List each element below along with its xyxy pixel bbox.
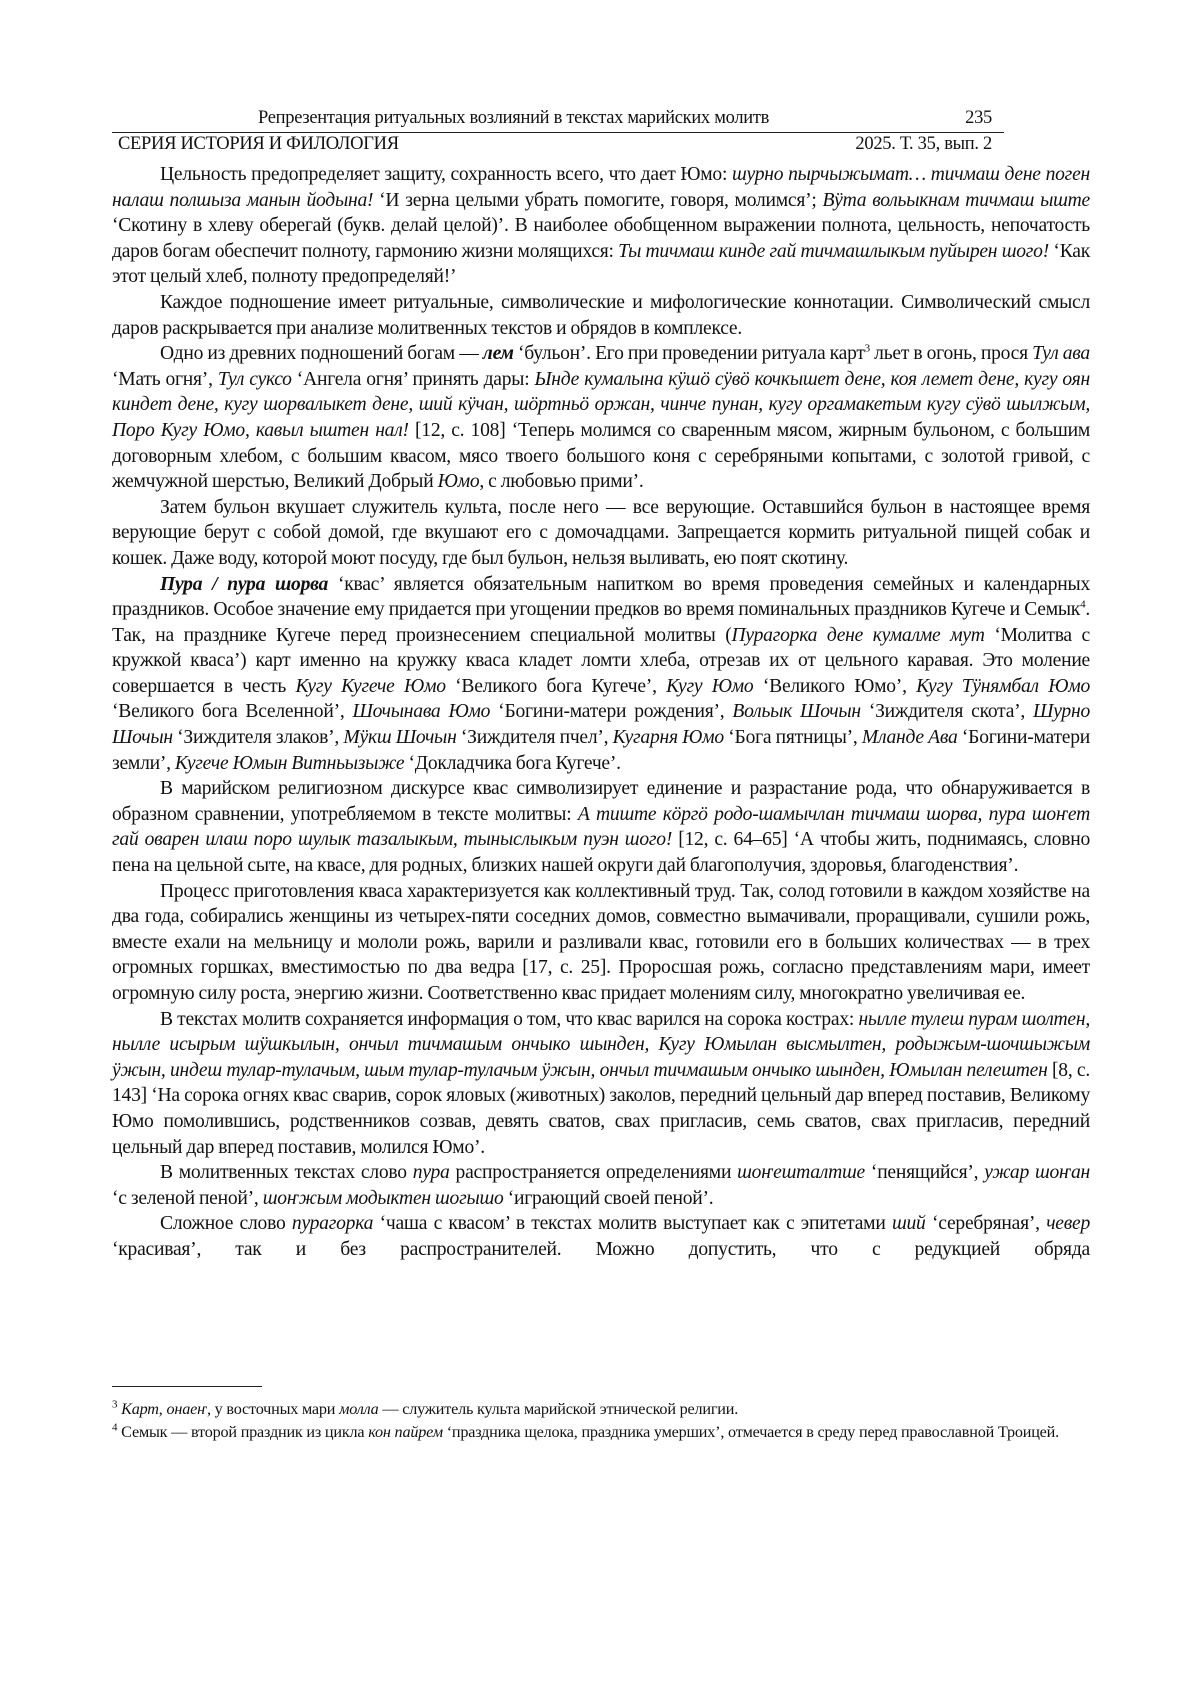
- paragraph: [112, 1211, 1090, 1262]
- paragraph: [112, 879, 1090, 1007]
- term-italic: Тул суксо: [218, 369, 292, 390]
- issue-info: 2025. Т. 35, вып. 2: [855, 134, 992, 155]
- term-italic: Тул ава: [1032, 343, 1090, 364]
- text-run: Цельность предопределяет защиту, сохранность всего, что дает Юмо:: [160, 164, 732, 185]
- term-italic: Кугу Юмо: [666, 676, 753, 697]
- term-italic: онаеҥ: [167, 1400, 207, 1418]
- article-body: [112, 162, 1090, 1263]
- term-italic: Ынде кумалына кӱшӧ сӱвӧ кочкышет дене, коя лемет дене, кугу оян киндет дене, кугу шорвалыкет дене, ший кӱчан, шӧртньӧ оржан, чинче пунан, кугу оргамакетым кугу сӱвӧ шылжым, Поро Кугу Юмо, кавыл ыштен нал!: [112, 369, 1090, 441]
- paragraph: [112, 290, 1090, 341]
- term-italic: Пурагорка дене кумалме мут: [732, 625, 985, 646]
- paragraph: [112, 1007, 1090, 1161]
- text-run: ‘Богини-матери земли’,: [112, 727, 1090, 774]
- term-italic: Мӱкш Шочын: [343, 727, 456, 748]
- text-run: ‘серебряная’,: [926, 1213, 1047, 1234]
- term-italic: нылле тулеш пурам шолтен, нылле исырым шӱшкылын, ончыл тичмашым ончыко шынден, Кугу Юмылан высмылтен, родыжым-шочшыжым ӱжын, индеш тулар-тулачым, шым тулар-тулачым ӱжын, ончыл тичмашым ончыко шынден, Юмылан пелештен: [112, 1009, 1090, 1081]
- text-run: ‘Великого Юмо’,: [753, 676, 916, 697]
- text-run: — служитель культа марийской этнической религии.: [379, 1400, 739, 1418]
- footnote: [112, 1398, 1090, 1421]
- term-italic: Кугу Кугече Юмо: [296, 676, 446, 697]
- text-run: ‘с зеленой пеной’,: [112, 1188, 263, 1209]
- paragraph: [112, 572, 1090, 777]
- term-italic: пурагорка: [292, 1213, 373, 1234]
- text-run: ‘Как этот целый хлеб, полноту предопределяй!’: [112, 241, 1090, 288]
- footnote: [112, 1421, 1090, 1444]
- term-italic: Шочынава Юмо: [352, 701, 490, 722]
- term-italic: кон пайрем: [368, 1423, 443, 1441]
- text-run: распространяется определениями: [450, 1162, 738, 1183]
- text-run: ‘Зиждителя злаков’,: [173, 727, 344, 748]
- term-italic: Карт: [121, 1400, 159, 1418]
- text-run: ‘Скотину в хлеву оберегай (букв. делай целой)’. В наиболее обобщенном выражении полнота, цельность, непочатость даров богам обеспечит полноту, гармонию жизни молящихся:: [112, 215, 1090, 262]
- text-run: льет в огонь, прося: [870, 343, 1032, 364]
- term-italic: Ты тичмаш кинде гай тичмашлыкым пуйырен шого!: [618, 241, 1049, 262]
- term-italic: Мланде Ава: [862, 727, 958, 748]
- text-run: ‘Бога пятницы’,: [724, 727, 862, 748]
- term-italic: шоҥжым модыктен шогышо: [263, 1188, 504, 1209]
- term-italic: шоҥешталтше: [737, 1162, 865, 1183]
- term-italic: Вӱта вольыкнам тичмаш ыште: [822, 190, 1090, 211]
- running-title: Репрезентация ритуальных возлияний в текстах марийских молитв: [258, 108, 769, 129]
- term-italic: Кугу Тӱнямбал Юмо: [916, 676, 1090, 697]
- text-run: Сложное слово: [160, 1213, 292, 1234]
- paragraph: [112, 776, 1090, 878]
- text-run: ‘И зерна целыми убрать помогите, говоря, молимся’;: [373, 190, 822, 211]
- term-italic: Вольык Шочын: [732, 701, 860, 722]
- text-run: ‘пенящийся’,: [865, 1162, 984, 1183]
- term-italic: А тиште кӧргӧ родо-шамычлан тичмаш шорва, пура шоҥет гай оварен илаш поро шулык тазалыкым, тыныслыкым пуэн шого!: [112, 804, 1090, 851]
- paragraph: [112, 341, 1090, 495]
- text-run: ‘квас’ является обязательным напитком во время проведения семейных и календарных праздников. Особое значение ему придается при угощении предков во время поминальных праздников Кугече и Семык: [112, 574, 1090, 621]
- footnote-marker: 3: [112, 1399, 117, 1411]
- paragraph: [112, 495, 1090, 572]
- text-run: ‘Докладчика бога Кугече’.: [404, 753, 620, 774]
- term-italic: Шурно Шочын: [112, 701, 1090, 748]
- text-run: ‘Ангела огня’ принять дары:: [292, 369, 535, 390]
- text-run: ‘Мать огня’,: [112, 369, 218, 390]
- text-run: ‘Зиждителя пчел’,: [457, 727, 613, 748]
- text-run: ‘Великого бога Вселенной’,: [112, 701, 352, 722]
- text-run: [12, с. 64–65] ‘А чтобы жить, поднимаясь, словно пена на цельной сыте, на квасе, для родных, близких нашей округи дай благополучия, здоровья, благоденствия’.: [112, 829, 1090, 876]
- text-run: . Так, на празднике Кугече перед произнесением специальной молитвы (: [112, 599, 1090, 646]
- text-run: Затем бульон вкушает служитель культа, после него — все верующие. Оставшийся бульон в настоящее время верующие берут с собой домой, где вкушают его с домочадцами. Запрещается кормить ритуальной пищей собак и кошек. Даже воду, которой моют посуду, где был бульон, нельзя выливать, ею поят скотину.: [112, 497, 1090, 569]
- term-italic: ужар шоҥан: [984, 1162, 1090, 1183]
- text-run: ‘бульон’. Его при проведении ритуала карт: [514, 343, 865, 364]
- paragraph: [112, 162, 1090, 290]
- text-run: ‘играющий своей пеной’.: [504, 1188, 714, 1209]
- term-italic: чевер: [1046, 1213, 1090, 1234]
- term-italic: лем: [483, 343, 514, 364]
- text-run: Каждое подношение имеет ритуальные, символические и мифологические коннотации. Символический смысл даров раскрывается при анализе молитвенных текстов и обрядов в комплексе.: [112, 292, 1090, 339]
- footnote-divider: [112, 1386, 262, 1387]
- text-run: , у восточных мари: [207, 1400, 339, 1418]
- text-run: ‘праздника щелока, праздника умерших’, отмечается в среду перед православной Троицей.: [443, 1423, 1059, 1441]
- text-run: В молитвенных текстах слово: [160, 1162, 413, 1183]
- text-run: ‘Великого бога Кугече’,: [446, 676, 666, 697]
- term-italic: шурно пырчыжымат… тичмаш дене поген налаш полшыза манын йодына!: [112, 164, 1090, 211]
- text-run: В текстах молитв сохраняется информация о том, что квас варился на сорока кострах:: [160, 1009, 858, 1030]
- footnotes: [112, 1398, 1090, 1443]
- term-italic: ший: [892, 1213, 926, 1234]
- text-run: [12, с. 108] ‘Теперь молимся со сваренным мясом, жирным бульоном, с большим договорным хлебом, с большим квасом, мясо твоего большого коня с серебряными копытами, с золотой гривой, с жемчужной шерстью, Великий Добрый: [112, 420, 1090, 492]
- text-run: [8, с. 143] ‘На сорока огнях квас сварив, сорок яловых (животных) заколов, передний цельный дар вперед поставив, Великому Юмо помолившись, родственников созвав, девять сватов, свах пригласив, семь сватов, свах пригласив, передний цельный дар вперед поставив, молился Юмо’.: [112, 1060, 1090, 1158]
- text-run: ,: [159, 1400, 167, 1418]
- page-number: 235: [965, 108, 992, 129]
- term-italic: Кугарня Юмо: [613, 727, 724, 748]
- text-run: ‘Зиждителя скота’,: [861, 701, 1033, 722]
- text-run: ‘Богини-матери рождения’,: [490, 701, 732, 722]
- text-run: В марийском религиозном дискурсе квас символизирует единение и разрастание рода, что обнаруживается в образном сравнении, употребляемом в тексте молитвы:: [112, 778, 1090, 825]
- term-italic: Кугече Юмын Витньызыже: [175, 753, 404, 774]
- text-run: Семык — второй праздник из цикла: [117, 1423, 368, 1441]
- text-run: ‘Молитва с кружкой кваса’) карт именно на кружку кваса кладет ломти хлеба, отрезав их от цельного каравая. Это моление совершается в честь: [112, 625, 1090, 697]
- series-name: СЕРИЯ ИСТОРИЯ И ФИЛОЛОГИЯ: [118, 134, 399, 155]
- term-italic: Юмо: [438, 471, 480, 492]
- footnote-marker: 3: [865, 343, 870, 355]
- term-italic: Пура / пура шорва: [160, 574, 328, 595]
- term-italic: пура: [413, 1162, 450, 1183]
- text-run: , с любовью прими’.: [479, 471, 643, 492]
- text-run: ‘красивая’, так и без распространителей. Можно допустить, что с редукцией обряда: [112, 1239, 1090, 1260]
- text-run: Одно из древних подношений богам —: [160, 343, 483, 364]
- footnote-marker: 4: [112, 1421, 117, 1433]
- paragraph: [112, 1160, 1090, 1211]
- running-header: [112, 108, 1004, 133]
- text-run: Процесс приготовления кваса характеризуется как коллективный труд. Так, солод готовили в каждом хозяйстве на два года, собирались женщины из четырех-пяти соседних домов, совместно вымачивали, проращивали, сушили рожь, вместе ехали на мельницу и мололи рожь, варили и разливали квас, готовили его в больших количествах — в трех огромных горшках, вместимостью по два ведра [17, с. 25]. Проросшая рожь, согласно представлениям мари, имеет огромную силу роста, энергию жизни. Соответственно квас придает молениям силу, многократно увеличивая ее.: [112, 881, 1090, 1004]
- footnote-marker: 4: [1080, 599, 1085, 611]
- text-run: ‘чаша с квасом’ в текстах молитв выступает как с эпитетами: [373, 1213, 892, 1234]
- term-italic: молла: [339, 1400, 378, 1418]
